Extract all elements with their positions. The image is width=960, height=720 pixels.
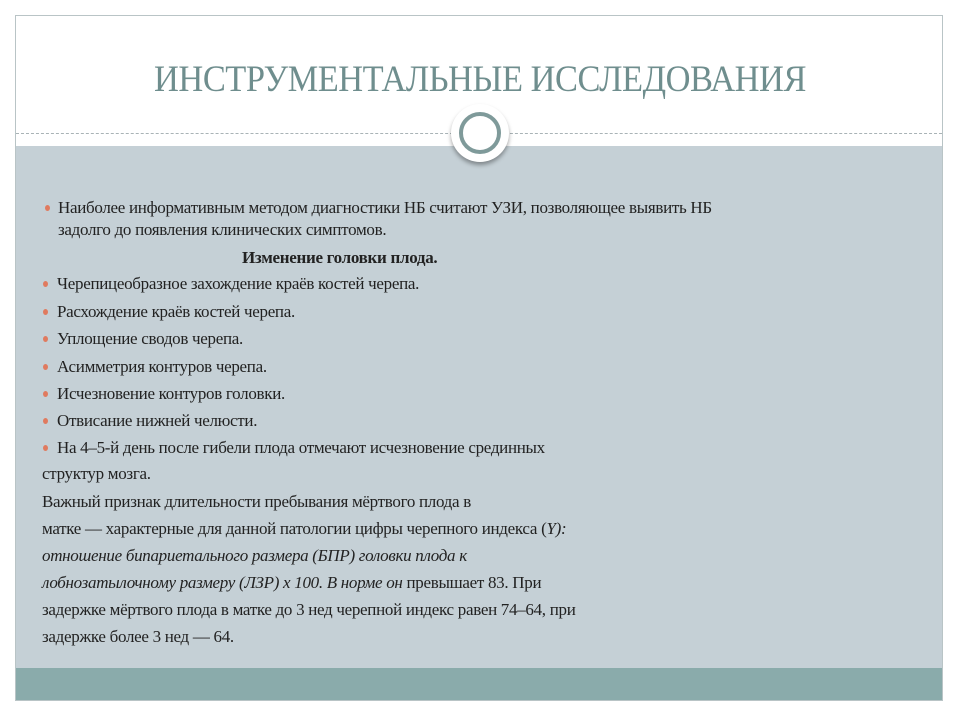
bullet-icon bbox=[43, 391, 48, 397]
bullet-icon bbox=[43, 364, 48, 370]
paragraph-line: задержке мёртвого плода в матке до 3 нед черепной индекс равен 74–64, при bbox=[42, 600, 576, 619]
bullet-icon bbox=[43, 418, 48, 424]
paragraph-line bbox=[42, 519, 566, 539]
circle-ornament-icon bbox=[451, 104, 509, 162]
list-item: Черепицеобразное захождение краёв костей черепа. bbox=[57, 274, 420, 293]
list-item: Исчезновение контуров головки. bbox=[57, 384, 285, 403]
intro-line: Наиболее информативным методом диагностики НБ считают УЗИ, позволяющее выявить НБ bbox=[58, 198, 712, 217]
list-continuation: структур мозга. bbox=[42, 464, 151, 483]
bullet-icon bbox=[43, 309, 48, 315]
list-item: На 4–5-й день после гибели плода отмечают исчезновение срединных bbox=[57, 438, 545, 457]
paragraph-text: превышает 83. При bbox=[402, 573, 542, 592]
paragraph-line bbox=[42, 573, 541, 593]
bullet-icon bbox=[43, 445, 48, 451]
paragraph-italic: лобнозатылочному размеру (ЛЗР) х 100. В норме он bbox=[42, 573, 403, 592]
bullet-icon bbox=[43, 281, 48, 287]
list-item: Расхождение краёв костей черепа. bbox=[57, 302, 295, 321]
intro-line: задолго до появления клинических симптомов. bbox=[58, 220, 387, 239]
bullet-icon bbox=[45, 205, 50, 211]
paragraph-line: Важный признак длительности пребывания мёртвого плода в bbox=[42, 492, 471, 511]
list-item: Уплощение сводов черепа. bbox=[57, 329, 243, 348]
paragraph-italic: Y): bbox=[546, 519, 567, 538]
list-item: Асимметрия контуров черепа. bbox=[57, 357, 267, 376]
subheading: Изменение головки плода. bbox=[242, 248, 438, 267]
paragraph-line: задержке более 3 нед — 64. bbox=[42, 627, 234, 646]
list-item: Отвисание нижней челюсти. bbox=[57, 411, 258, 430]
paragraph-line bbox=[42, 546, 467, 566]
paragraph-italic: отношение бипариетального размера (БПР) головки плода к bbox=[42, 546, 467, 565]
paragraph-text: матке — характерные для данной патологии цифры черепного индекса ( bbox=[42, 519, 547, 538]
bullet-icon bbox=[43, 336, 48, 342]
footer-bar bbox=[16, 668, 942, 700]
slide-title: ИНСТРУМЕНТАЛЬНЫЕ ИССЛЕДОВАНИЯ bbox=[154, 59, 806, 100]
